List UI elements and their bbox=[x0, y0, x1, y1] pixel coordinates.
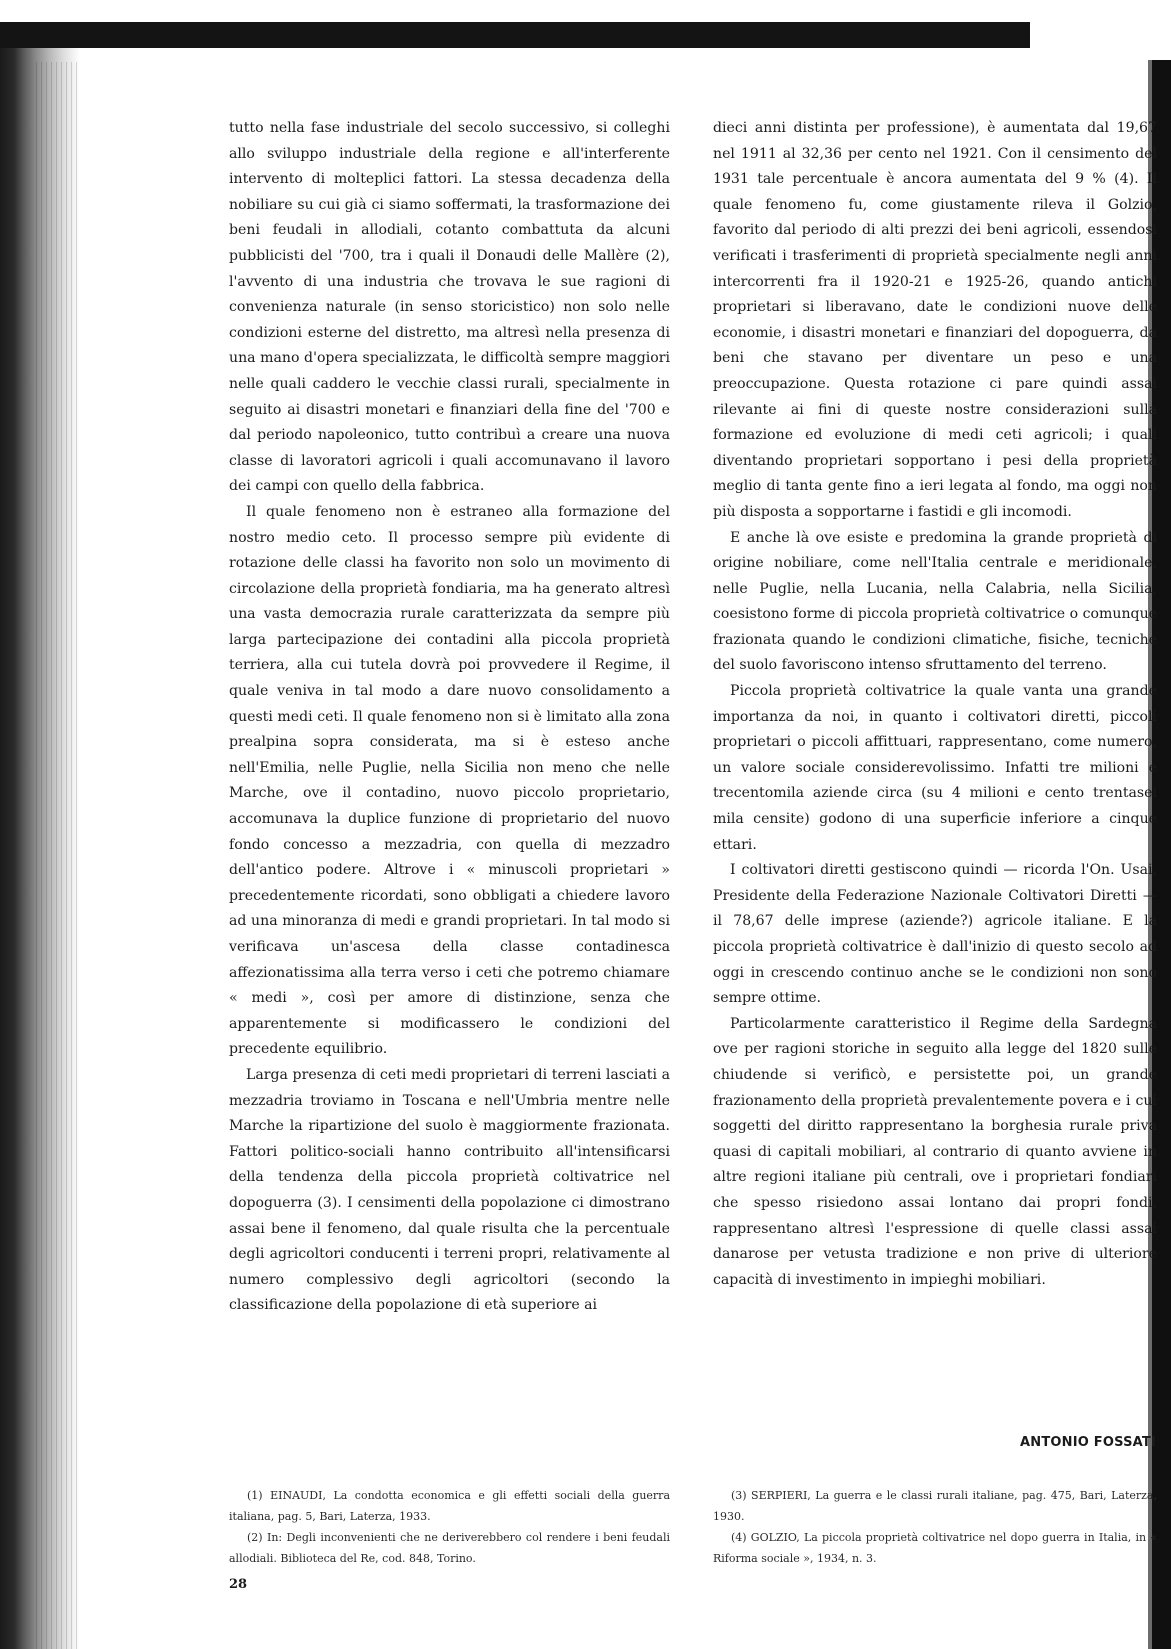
footnote: (3) SERPIERI, La guerra e le classi rurali italiane, pag. 475, Bari, Laterza, 1930. bbox=[713, 1489, 1157, 1523]
paragraph: Particolarmente caratteristico il Regime della Sardegna ove per ragioni storiche in seguito alla legge del 1820 sulle chiudende si verificò, e persistette poi, un grande frazionamento della proprietà prevalentemente povera e i cui soggetti del diritto rappresentano la borghesia rurale priva quasi di capitali mobiliari, al contrario di quanto avviene in altre regioni italiane più centrali, ove i proprietari fondiari che spesso risiedono assai lontano dai propri fondi, rappresentano altresì l'espressione di quelle classi assai danarose per vetusta tradizione e non prive di ulteriore capacità di investimento in impieghi mobiliari. bbox=[713, 1015, 1157, 1288]
text-column-right bbox=[713, 116, 1157, 1293]
scan-border-top-right bbox=[1030, 0, 1171, 62]
text-column-left bbox=[229, 116, 670, 1319]
footnote: (1) EINAUDI, La condotta economica e gli effetti sociali della guerra italiana, pag. 5, Bari, Laterza, 1933. bbox=[229, 1489, 670, 1523]
paragraph: Piccola proprietà coltivatrice la quale vanta una grande importanza da noi, in quanto i coltivatori diretti, piccoli proprietari o piccoli affittuari, rappresentano, come numero, un valore sociale considerevolissimo. Infatti tre milioni e trecentomila aziende circa (su 4 milioni e cento trentasei mila censite) godono di una superficie inferiore a cinque ettari. bbox=[713, 683, 1157, 853]
footnotes-right bbox=[713, 1485, 1157, 1569]
paragraph: tutto nella fase industriale del secolo successivo, si colleghi allo sviluppo industriale della regione e all'interferente intervento di molteplici fattori. La stessa decadenza della nobiliare su cui già ci siamo soffermati, la trasformazione dei beni feudali in allodiali, cotanto combattuta da alcuni pubblicisti del '700, tra i quali il Donaudi delle Mallère (2), l'avvento di una industria che trovava le sue ragioni di convenienza naturale (in senso storicistico) non solo nelle condizioni esterne del distretto, ma altresì nella presenza di una mano d'opera specializzata, le difficoltà sempre maggiori nelle quali caddero le vecchie classi rurali, specialmente in seguito ai disastri monetari e finanziari della fine del '700 e dal periodo napoleonico, tutto contribuì a creare una nuova classe di lavoratori agricoli i quali accomunavano il lavoro dei campi con quello della fabbrica. bbox=[229, 120, 670, 495]
paragraph: E anche là ove esiste e predomina la grande proprietà di origine nobiliare, come nell'Italia centrale e meridionale, nelle Puglie, nella Lucania, nella Calabria, nella Sicilia, coesistono forme di piccola proprietà coltivatrice o comunque frazionata quando le condizioni climatiche, fisiche, tecniche del suolo favoriscono intenso sfruttamento del terreno. bbox=[713, 529, 1157, 674]
footnote: (4) GOLZIO, La piccola proprietà coltivatrice nel dopo guerra in Italia, in « Riforma sociale », 1934, n. 3. bbox=[713, 1531, 1157, 1565]
paragraph: Larga presenza di ceti medi proprietari di terreni lasciati a mezzadria troviamo in Toscana e nell'Umbria mentre nelle Marche la ripartizione del suolo è maggiormente frazionata. Fattori politico-sociali hanno contribuito all'intensificarsi della tendenza della piccola proprietà coltivatrice nel dopoguerra (3). I censimenti della popolazione ci dimostrano assai bene il fenomeno, dal quale risulta che la percentuale degli agricoltori conducenti i terreni propri, relativamente al numero complessivo degli agricoltori (secondo la classificazione della popolazione di età superiore ai bbox=[229, 1066, 670, 1314]
page-number: 28 bbox=[229, 1577, 248, 1592]
paragraph: I coltivatori diretti gestiscono quindi — ricorda l'On. Usai, Presidente della Federazione Nazionale Coltivatori Diretti — il 78,67 delle imprese (aziende?) agricole italiane. E la piccola proprietà coltivatrice è dall'inizio di questo secolo ad oggi in crescendo continuo anche se le condizioni non sono sempre ottime. bbox=[713, 862, 1157, 1007]
scan-border-top bbox=[0, 22, 1030, 48]
page-edges bbox=[36, 62, 80, 1649]
paragraph: Il quale fenomeno non è estraneo alla formazione del nostro medio ceto. Il processo sempre più evidente di rotazione delle classi ha favorito non solo un movimento di circolazione della proprietà fondiaria, ma ha generato altresì una vasta democrazia rurale caratterizzata da sempre più larga partecipazione dei contadini alla piccola proprietà terriera, alla cui tutela dovrà poi provvedere il Regime, il quale veniva in tal modo a dare nuovo consolidamento a questi medi ceti. Il quale fenomeno non si è limitato alla zona prealpina sopra considerata, ma si è esteso anche nell'Emilia, nelle Puglie, nella Sicilia non meno che nelle Marche, ove il contadino, nuovo piccolo proprietario, accomunava la duplice funzione di proprietario del nuovo fondo concesso a mezzadria, con quella di mezzadro dell'antico podere. Altrove i « minuscoli proprietari » precedentemente ricordati, sono obbligati a chiedere lavoro ad una minoranza di medi e grandi proprietari. In tal modo si verificava un'ascesa della classe contadinesca affezionatissima alla terra verso i ceti che potremo chiamare « medi », così per amore di distinzione, senza che apparentemente si modificassero le condizioni del precedente equilibrio. bbox=[229, 503, 670, 1058]
footnotes-left bbox=[229, 1485, 670, 1569]
author-signature: ANTONIO FOSSATI bbox=[1020, 1435, 1156, 1450]
footnote: (2) In: Degli inconvenienti che ne deriverebbero col rendere i beni feudali allodiali. Biblioteca del Re, cod. 848, Torino. bbox=[229, 1531, 670, 1565]
scan-border-corner bbox=[0, 0, 36, 22]
paragraph: dieci anni distinta per professione), è aumentata dal 19,67 nel 1911 al 32,36 per cento nel 1921. Con il censimento del 1931 tale percentuale è ancora aumentata del 9 % (4). Il quale fenomeno fu, come giustamente rileva il Golzio, favorito dal periodo di alti prezzi dei beni agricoli, essendosi verificati i trasferimenti di proprietà specialmente negli anni intercorrenti fra il 1920-21 e 1925-26, quando antichi proprietari si liberavano, date le condizioni nuove delle economie, i disastri monetari e finanziari del dopoguerra, da beni che stavano per diventare un peso e una preoccupazione. Questa rotazione ci pare quindi assai rilevante ai fini di queste nostre considerazioni sulla formazione ed evoluzione di medi ceti agricoli; i quali diventando proprietari sopportano i pesi della proprietà meglio di tanta gente fino a ieri legata al fondo, ma oggi non più disposta a sopportarne i fastidi e gli incomodi. bbox=[713, 120, 1157, 520]
